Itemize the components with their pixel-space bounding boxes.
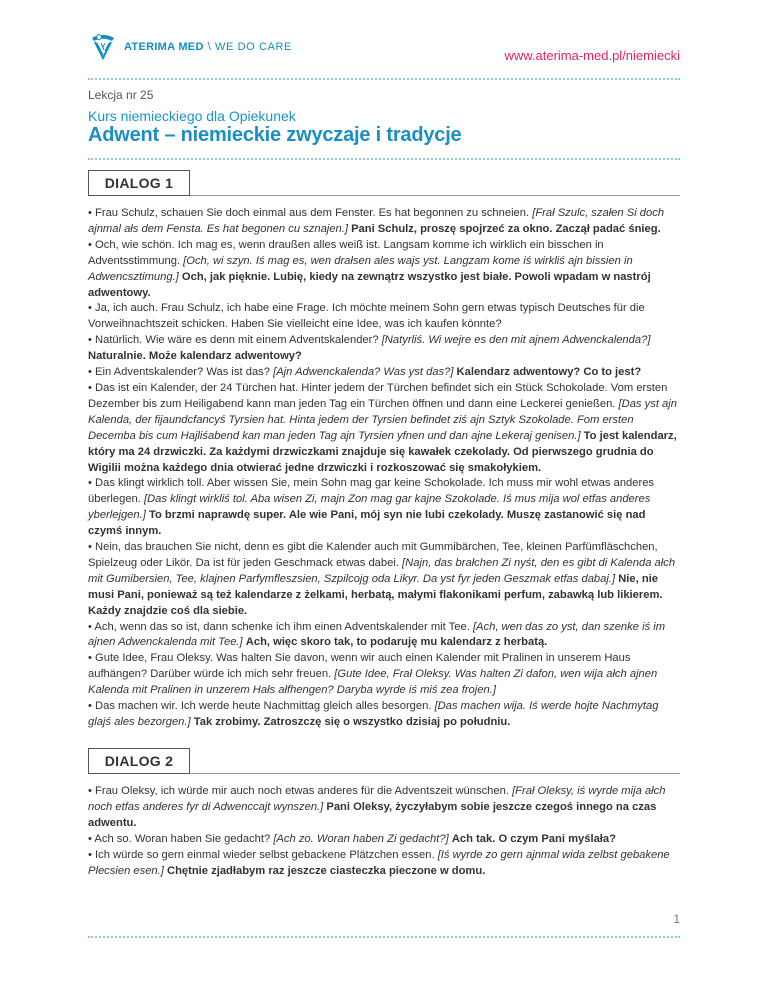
pronunciation: [Frał Oleksy, iś wyrde mija ałch noch etfas anderes fyr di Adwenccajt wynszen.] xyxy=(88,785,666,813)
dialog-line xyxy=(88,832,682,848)
german-sentence: • Frau Oleksy, ich würde mir auch noch etwas anderes für die Adventszeit wünschen. xyxy=(88,785,509,797)
aterima-logo-icon xyxy=(88,32,118,62)
dialog-line xyxy=(88,620,682,652)
lesson-number: Lekcja nr 25 xyxy=(88,88,154,102)
polish-translation: Tak zrobimy. Zatroszczę się o wszystko dzisiaj po południu. xyxy=(193,716,511,728)
pronunciation: [Ach zo. Woran haben Zi gedacht?] xyxy=(273,832,449,845)
german-sentence: • Das klingt wirklich toll. Aber wissen Sie, mein Sohn mag gar keine Schokolade. Ich muss mir wohl etwas anderes überlegen. xyxy=(88,477,655,506)
dialog-line xyxy=(88,699,682,731)
polish-translation: To brzmi naprawdę super. Ale wie Pani, mój syn nie lubi czekolady. Muszę zastanowić się nad czymś innym. xyxy=(88,509,646,538)
dialog-line xyxy=(88,206,682,238)
dialog-line xyxy=(88,365,682,381)
pronunciation: [Frał Szulc, szałen Si doch ajnmal ałs dem Fensta. Es hat begonen cu sznajen.] xyxy=(88,207,665,235)
polish-translation: Pani Oleksy, życzyłabym sobie jeszcze czegoś innego na czas adwentu. xyxy=(88,800,657,829)
german-sentence: • Natürlich. Wie wäre es denn mit einem Adventskalender? xyxy=(88,334,379,347)
german-sentence: • Frau Schulz, schauen Sie doch einmal aus dem Fenster. Es hat begonnen zu schneien. xyxy=(88,207,530,219)
polish-translation: Ach tak. O czym Pani myślała? xyxy=(451,832,616,845)
pronunciation: [Iś wyrde zo gern ajnmal wida zelbst gebakene Plecsien esen.] xyxy=(88,848,670,877)
course-name: Kurs niemieckiego dla Opiekunek xyxy=(88,108,296,124)
page-header xyxy=(88,30,680,64)
pronunciation: [Ajn Adwenckalenda? Was yst das?] xyxy=(273,366,454,379)
pronunciation: [Natyrliś. Wi wejre es den mit ajnem Adwenckalenda?] xyxy=(381,334,651,347)
german-sentence: • Nein, das brauchen Sie nicht, denn es gibt die Kalender auch mit Gummibärchen, Tee, kleinen Parfümfläschchen, Spielzeug oder Likör. Da ist für jeden Geschmack etwas dabei. xyxy=(88,541,658,569)
website-link[interactable]: www.aterima-med.pl/niemiecki xyxy=(504,48,680,63)
german-sentence: • Och, wie schön. Ich mag es, wenn draußen alles weiß ist. Langsam komme ich wirklich ein bisschen in Adventsstimmung. xyxy=(88,238,604,267)
german-sentence: • Das ist ein Kalender, der 24 Türchen hat. Hinter jedem der Türchen befindet sich ein Stück Schokolade. Vom ersten Dezember bis zum Heiligabend kann man jeden Tag ein Türchen öffnen und dann eine Leckerei genießen. xyxy=(88,381,668,410)
polish-translation: Nie, nie musi Pani, ponieważ są też kalendarze z żelkami, herbatą, małymi flakonikami perfum, zabawką lub likierem. Każdy znajdzie coś dla siebie. xyxy=(88,572,663,617)
dialog-line xyxy=(88,381,682,476)
german-sentence: • Ja, ich auch. Frau Schulz, ich habe eine Frage. Ich möchte meinem Sohn gern etwas typisch Deutsches für die Vorweihnachtszeit schicken. Haben Sie vielleicht eine Idee, was ich kaufen könnte? xyxy=(88,302,645,331)
german-sentence: • Ach so. Woran haben Sie gedacht? xyxy=(88,832,271,845)
dialog-line xyxy=(88,333,682,365)
polish-translation: Chętnie zjadłabym raz jeszcze ciasteczka pieczone w domu. xyxy=(166,864,486,877)
german-sentence: • Ach, wenn das so ist, dann schenke ich ihm einen Adventskalender mit Tee. xyxy=(88,620,470,633)
dialog-line xyxy=(88,784,682,832)
polish-translation: Och, jak pięknie. Lubię, kiedy na zewnątrz wszystko jest białe. Powoli wpadam w nastrój adwentowy. xyxy=(88,270,651,299)
footer-divider xyxy=(88,936,680,938)
pronunciation: [Das klingt wirkliś tol. Aba wisen Zi, majn Zon mag gar kajne Szokolade. Iś mus mija wol etfas anderes yberlejgen.] xyxy=(88,493,651,522)
logo-wordmark xyxy=(124,41,292,53)
polish-translation: To jest kalendarz, który ma 24 drzwiczki. Za każdymi drzwiczkami znajduje się kawałek czekolady. Od pierwszego grudnia do Wigilii można każdego dnia otwierać jedne drzwiczki i rozkoszować się smakołykiem. xyxy=(88,429,677,474)
page-title: Adwent – niemieckie zwyczaje i tradycje xyxy=(88,124,462,146)
pronunciation: [Och, wi szyn. Iś mag es, wen drałsen ales wajs yst. Langzam kome iś wirkliś ajn bissien in Adwencsztimung.] xyxy=(88,254,633,283)
dialog-2-label: DIALOG 2 xyxy=(88,748,190,774)
header-divider xyxy=(88,78,680,80)
german-sentence: • Ein Adventskalender? Was ist das? xyxy=(88,366,270,379)
polish-translation: Ach, więc skoro tak, to podaruję mu kalendarz z herbatą. xyxy=(245,636,548,649)
german-sentence: • Ich würde so gern einmal wieder selbst gebackene Plätzchen essen. xyxy=(88,848,435,861)
dialog-1-label: DIALOG 1 xyxy=(88,170,190,196)
title-divider xyxy=(88,158,680,160)
dialog-2-rule xyxy=(190,773,680,774)
dialog-line xyxy=(88,301,682,333)
dialog-1-rule xyxy=(190,195,680,196)
dialog-1-text xyxy=(88,206,682,731)
pronunciation: [Najn, das brałchen Zi nyśt, den es gibt di Kalenda ałch mit Gumibersien, Tee, klajnen Parfymfleszsien, Szpilcojg oda Likyr. Da yst fyr jeden Geszmak etfas dabaj.] xyxy=(88,556,676,585)
german-sentence: • Gute Idee, Frau Oleksy. Was halten Sie davon, wenn wir auch einen Kalender mit Pralinen in unserem Haus aufhängen? Darüber würde ich mich sehr freuen. xyxy=(88,652,631,681)
logo-separator: \ xyxy=(207,41,212,53)
dialog-line xyxy=(88,848,682,880)
dialog-line xyxy=(88,651,682,699)
german-sentence: • Das machen wir. Ich werde heute Nachmittag gleich alles besorgen. xyxy=(88,700,432,713)
dialog-line xyxy=(88,238,682,302)
polish-translation: Kalendarz adwentowy? Co to jest? xyxy=(456,366,642,379)
page-number: 1 xyxy=(673,912,680,926)
dialog-2-text xyxy=(88,784,682,879)
pronunciation: [Das machen wija. Iś werde hojte Nachmytag glajś ales bezorgen.] xyxy=(88,700,659,728)
dialog-line xyxy=(88,476,682,540)
logo-tagline: WE DO CARE xyxy=(215,41,292,53)
polish-translation: Naturalnie. Może kalendarz adwentowy? xyxy=(88,350,302,363)
pronunciation: [Das yst ajn Kalenda, der fijaundcfancyś Tyrsien hat. Hinta jedem der Tyrsien befindet ziś ajn Sztyk Szokolade. Fom ersten Decemba bis cum Hajliśabend kan man jeden Tag ajn Tyrsien yfnen und dan ajne Lekeraj genisen.] xyxy=(88,397,677,442)
polish-translation: Pani Schulz, proszę spojrzeć za okno. Zaczął padać śnieg. xyxy=(351,222,661,235)
dialog-line xyxy=(88,540,682,620)
logo-brand: ATERIMA MED xyxy=(124,41,204,53)
brand-logo[interactable] xyxy=(88,32,292,62)
pronunciation: [Gute Idee, Frał Oleksy. Was halten Zi dafon, wen wija ałch ajnen Kalenda mit Pralinen in unzerem Hałs ałfhengen? Daryba wyrde iś miś zea frojen.] xyxy=(88,668,658,697)
pronunciation: [Ach, wen das zo yst, dan szenke iś im ajnen Adwenckalenda mit Tee.] xyxy=(88,620,666,649)
